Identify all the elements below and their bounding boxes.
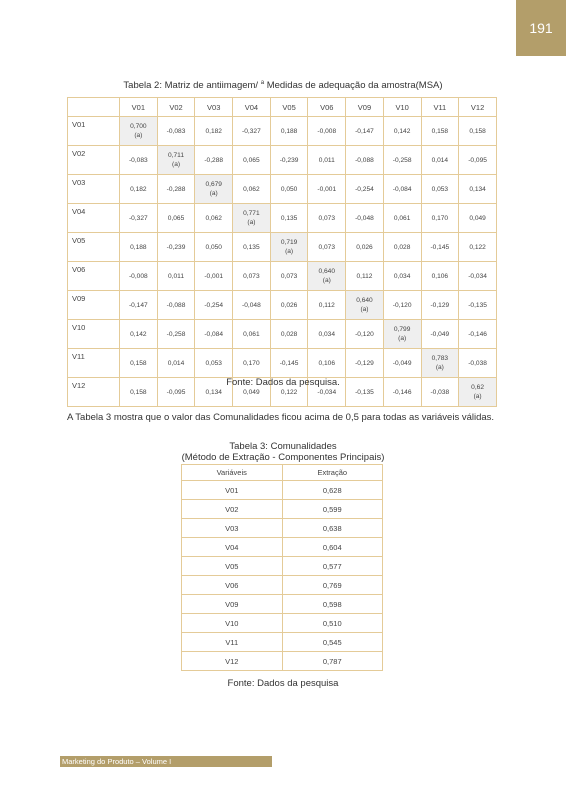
matrix-cell: -0,038 bbox=[421, 378, 459, 407]
matrix-cell: -0,001 bbox=[308, 175, 346, 204]
msa-annotation: (a) bbox=[322, 277, 331, 284]
matrix-cell: -0,135 bbox=[459, 291, 497, 320]
matrix-cell: -0,239 bbox=[270, 146, 308, 175]
msa-annotation: (a) bbox=[435, 364, 444, 371]
matrix-row bbox=[68, 349, 497, 378]
matrix-diagonal-cell bbox=[346, 291, 384, 320]
matrix-column-header: V09 bbox=[346, 98, 384, 117]
matrix-cell: -0,088 bbox=[157, 291, 195, 320]
comm-variable-cell: V10 bbox=[182, 614, 283, 633]
matrix-diagonal-cell bbox=[195, 175, 233, 204]
body-paragraph: A Tabela 3 mostra que o valor das Comunalidades ficou acima de 0,5 para todas as variáveis válidas. bbox=[67, 412, 495, 423]
matrix-cell: 0,112 bbox=[308, 291, 346, 320]
table3-caption-line2: (Método de Extração - Componentes Principais) bbox=[181, 452, 385, 463]
msa-value: 0,640 bbox=[356, 297, 373, 304]
matrix-cell: 0,073 bbox=[308, 233, 346, 262]
table2-caption-pre: Tabela 2: Matriz de antiimagem/ bbox=[123, 80, 261, 92]
matrix-cell: 0,028 bbox=[270, 320, 308, 349]
matrix-cell: 0,061 bbox=[233, 320, 271, 349]
communalities-table bbox=[181, 464, 383, 671]
matrix-column-header: V06 bbox=[308, 98, 346, 117]
matrix-cell: 0,073 bbox=[233, 262, 271, 291]
comm-extraction-cell: 0,577 bbox=[282, 557, 383, 576]
matrix-diagonal-cell bbox=[270, 233, 308, 262]
table3-source: Fonte: Dados da pesquisa bbox=[227, 678, 339, 689]
matrix-cell: -0,288 bbox=[157, 175, 195, 204]
matrix-row-label: V03 bbox=[68, 175, 120, 204]
comm-extraction-cell: 0,599 bbox=[282, 500, 383, 519]
matrix-cell: -0,254 bbox=[195, 291, 233, 320]
matrix-row-label: V12 bbox=[68, 378, 120, 407]
matrix-cell: 0,034 bbox=[383, 262, 421, 291]
matrix-cell: -0,146 bbox=[459, 320, 497, 349]
table2-caption-post: Medidas de adequação da amostra(MSA) bbox=[264, 80, 443, 92]
matrix-row bbox=[68, 117, 497, 146]
matrix-cell: 0,112 bbox=[346, 262, 384, 291]
msa-annotation: (a) bbox=[360, 306, 369, 313]
matrix-cell: 0,061 bbox=[383, 204, 421, 233]
matrix-row-label: V09 bbox=[68, 291, 120, 320]
matrix-row bbox=[68, 175, 497, 204]
matrix-cell: 0,053 bbox=[421, 175, 459, 204]
msa-value: 0,640 bbox=[318, 268, 336, 275]
msa-annotation: (a) bbox=[247, 219, 256, 226]
comm-extraction-cell: 0,769 bbox=[282, 576, 383, 595]
matrix-row bbox=[68, 204, 497, 233]
matrix-cell: -0,145 bbox=[421, 233, 459, 262]
msa-value: 0,62 bbox=[471, 384, 485, 391]
matrix-cell: -0,008 bbox=[120, 262, 158, 291]
matrix-cell: 0,170 bbox=[421, 204, 459, 233]
msa-value: 0,799 bbox=[393, 326, 411, 333]
matrix-cell: -0,129 bbox=[346, 349, 384, 378]
msa-annotation: (a) bbox=[285, 248, 294, 255]
matrix-diagonal-cell bbox=[383, 320, 421, 349]
footer-bar: Marketing do Produto – Volume I bbox=[60, 756, 272, 767]
msa-value: 0,719 bbox=[280, 239, 298, 246]
matrix-cell: 0,028 bbox=[383, 233, 421, 262]
comm-row bbox=[182, 576, 383, 595]
matrix-row-label: V01 bbox=[68, 117, 120, 146]
msa-value: 0,771 bbox=[243, 210, 260, 217]
matrix-column-header: V01 bbox=[120, 98, 158, 117]
comm-variable-cell: V12 bbox=[182, 652, 283, 671]
matrix-cell: 0,049 bbox=[459, 204, 497, 233]
matrix-cell: 0,188 bbox=[120, 233, 158, 262]
matrix-cell: 0,182 bbox=[195, 117, 233, 146]
matrix-cell: -0,258 bbox=[157, 320, 195, 349]
matrix-cell: 0,049 bbox=[233, 378, 271, 407]
matrix-cell: -0,147 bbox=[120, 291, 158, 320]
matrix-cell: 0,122 bbox=[270, 378, 308, 407]
matrix-cell: -0,327 bbox=[120, 204, 158, 233]
matrix-cell: -0,120 bbox=[383, 291, 421, 320]
matrix-cell: -0,001 bbox=[195, 262, 233, 291]
matrix-row bbox=[68, 262, 497, 291]
table3-caption-line1: Tabela 3: Comunalidades bbox=[229, 441, 337, 452]
matrix-cell: -0,327 bbox=[233, 117, 271, 146]
matrix-cell: 0,062 bbox=[233, 175, 271, 204]
msa-annotation: (a) bbox=[473, 393, 482, 400]
matrix-row bbox=[68, 233, 497, 262]
matrix-row-label: V04 bbox=[68, 204, 120, 233]
matrix-cell: 0,073 bbox=[308, 204, 346, 233]
matrix-cell: -0,049 bbox=[421, 320, 459, 349]
matrix-cell: 0,011 bbox=[308, 146, 346, 175]
matrix-row-label: V05 bbox=[68, 233, 120, 262]
comm-variable-cell: V01 bbox=[182, 481, 283, 500]
comm-variable-cell: V11 bbox=[182, 633, 283, 652]
msa-annotation: (a) bbox=[398, 335, 407, 342]
matrix-cell: 0,158 bbox=[120, 349, 158, 378]
msa-annotation: (a) bbox=[209, 190, 218, 197]
comm-extraction-cell: 0,510 bbox=[282, 614, 383, 633]
matrix-cell: 0,026 bbox=[270, 291, 308, 320]
comm-header-variables: Variáveis bbox=[182, 465, 283, 481]
comm-row bbox=[182, 633, 383, 652]
comm-variable-cell: V04 bbox=[182, 538, 283, 557]
matrix-cell: 0,158 bbox=[459, 117, 497, 146]
matrix-cell: -0,034 bbox=[459, 262, 497, 291]
matrix-diagonal-cell bbox=[421, 349, 459, 378]
matrix-cell: -0,038 bbox=[459, 349, 497, 378]
comm-extraction-cell: 0,604 bbox=[282, 538, 383, 557]
comm-row bbox=[182, 481, 383, 500]
matrix-row-label: V06 bbox=[68, 262, 120, 291]
matrix-row bbox=[68, 291, 497, 320]
matrix-diagonal-cell bbox=[308, 262, 346, 291]
matrix-cell: 0,158 bbox=[421, 117, 459, 146]
matrix-cell: 0,050 bbox=[195, 233, 233, 262]
comm-variable-cell: V02 bbox=[182, 500, 283, 519]
matrix-header-row bbox=[68, 98, 497, 117]
table2-source: Fonte: Dados da pesquisa. bbox=[226, 377, 340, 388]
matrix-cell: 0,034 bbox=[308, 320, 346, 349]
matrix-cell: -0,145 bbox=[270, 349, 308, 378]
matrix-cell: -0,084 bbox=[383, 175, 421, 204]
comm-row bbox=[182, 557, 383, 576]
antiimage-matrix-table bbox=[67, 97, 497, 407]
matrix-cell: -0,147 bbox=[346, 117, 384, 146]
comm-row bbox=[182, 652, 383, 671]
matrix-cell: 0,014 bbox=[157, 349, 195, 378]
matrix-cell: 0,053 bbox=[195, 349, 233, 378]
matrix-corner-cell bbox=[68, 98, 120, 117]
matrix-cell: -0,048 bbox=[346, 204, 384, 233]
matrix-cell: 0,142 bbox=[120, 320, 158, 349]
matrix-column-header: V05 bbox=[270, 98, 308, 117]
matrix-column-header: V04 bbox=[233, 98, 271, 117]
comm-extraction-cell: 0,628 bbox=[282, 481, 383, 500]
matrix-cell: -0,239 bbox=[157, 233, 195, 262]
msa-value: 0,700 bbox=[130, 123, 147, 130]
matrix-cell: -0,258 bbox=[383, 146, 421, 175]
matrix-cell: 0,065 bbox=[233, 146, 271, 175]
matrix-cell: 0,050 bbox=[270, 175, 308, 204]
comm-header-extraction: Extração bbox=[282, 465, 383, 481]
comm-variable-cell: V05 bbox=[182, 557, 283, 576]
matrix-cell: -0,084 bbox=[195, 320, 233, 349]
matrix-row bbox=[68, 320, 497, 349]
matrix-cell: -0,034 bbox=[308, 378, 346, 407]
matrix-cell: 0,011 bbox=[157, 262, 195, 291]
matrix-cell: -0,008 bbox=[308, 117, 346, 146]
matrix-cell: -0,095 bbox=[157, 378, 195, 407]
matrix-row-label: V11 bbox=[68, 349, 120, 378]
comm-header-row bbox=[182, 465, 383, 481]
matrix-cell: -0,135 bbox=[346, 378, 384, 407]
matrix-cell: 0,106 bbox=[421, 262, 459, 291]
matrix-column-header: V10 bbox=[383, 98, 421, 117]
comm-row bbox=[182, 614, 383, 633]
comm-extraction-cell: 0,545 bbox=[282, 633, 383, 652]
matrix-body bbox=[68, 117, 497, 407]
matrix-diagonal-cell bbox=[233, 204, 271, 233]
matrix-cell: -0,288 bbox=[195, 146, 233, 175]
msa-value: 0,783 bbox=[431, 355, 449, 362]
comm-extraction-cell: 0,787 bbox=[282, 652, 383, 671]
matrix-cell: 0,065 bbox=[157, 204, 195, 233]
matrix-cell: 0,014 bbox=[421, 146, 459, 175]
matrix-cell: -0,048 bbox=[233, 291, 271, 320]
matrix-cell: 0,135 bbox=[233, 233, 271, 262]
comm-row bbox=[182, 595, 383, 614]
comm-extraction-cell: 0,638 bbox=[282, 519, 383, 538]
matrix-cell: 0,158 bbox=[120, 378, 158, 407]
matrix-diagonal-cell bbox=[120, 117, 158, 146]
matrix-cell: -0,049 bbox=[383, 349, 421, 378]
matrix-cell: 0,182 bbox=[120, 175, 158, 204]
matrix-cell: 0,142 bbox=[383, 117, 421, 146]
matrix-cell: -0,120 bbox=[346, 320, 384, 349]
matrix-row bbox=[68, 146, 497, 175]
matrix-cell: 0,135 bbox=[270, 204, 308, 233]
matrix-cell: 0,106 bbox=[308, 349, 346, 378]
matrix-cell: 0,170 bbox=[233, 349, 271, 378]
comm-row bbox=[182, 500, 383, 519]
matrix-column-header: V12 bbox=[459, 98, 497, 117]
msa-annotation: (a) bbox=[172, 161, 181, 168]
matrix-column-header: V11 bbox=[421, 98, 459, 117]
matrix-cell: -0,254 bbox=[346, 175, 384, 204]
matrix-cell: 0,134 bbox=[195, 378, 233, 407]
matrix-cell: -0,095 bbox=[459, 146, 497, 175]
matrix-cell: -0,146 bbox=[383, 378, 421, 407]
page-number: 191 bbox=[516, 0, 566, 56]
table2-caption bbox=[0, 80, 566, 91]
comm-variable-cell: V03 bbox=[182, 519, 283, 538]
matrix-cell: 0,122 bbox=[459, 233, 497, 262]
comm-variable-cell: V06 bbox=[182, 576, 283, 595]
matrix-cell: 0,134 bbox=[459, 175, 497, 204]
matrix-cell: 0,026 bbox=[346, 233, 384, 262]
matrix-cell: -0,129 bbox=[421, 291, 459, 320]
matrix-cell: 0,073 bbox=[270, 262, 308, 291]
comm-variable-cell: V09 bbox=[182, 595, 283, 614]
comm-extraction-cell: 0,598 bbox=[282, 595, 383, 614]
comm-body bbox=[182, 481, 383, 671]
matrix-diagonal-cell bbox=[157, 146, 195, 175]
matrix-cell: -0,083 bbox=[157, 117, 195, 146]
msa-annotation: (a) bbox=[134, 132, 143, 139]
matrix-row-label: V10 bbox=[68, 320, 120, 349]
matrix-cell: -0,088 bbox=[346, 146, 384, 175]
msa-value: 0,711 bbox=[168, 152, 185, 159]
table2-caption-sup: a bbox=[260, 80, 265, 86]
msa-value: 0,679 bbox=[205, 181, 222, 188]
comm-row bbox=[182, 519, 383, 538]
comm-row bbox=[182, 538, 383, 557]
matrix-cell: 0,062 bbox=[195, 204, 233, 233]
matrix-cell: -0,083 bbox=[120, 146, 158, 175]
matrix-cell: 0,188 bbox=[270, 117, 308, 146]
matrix-column-header: V02 bbox=[157, 98, 195, 117]
matrix-row-label: V02 bbox=[68, 146, 120, 175]
matrix-column-header: V03 bbox=[195, 98, 233, 117]
